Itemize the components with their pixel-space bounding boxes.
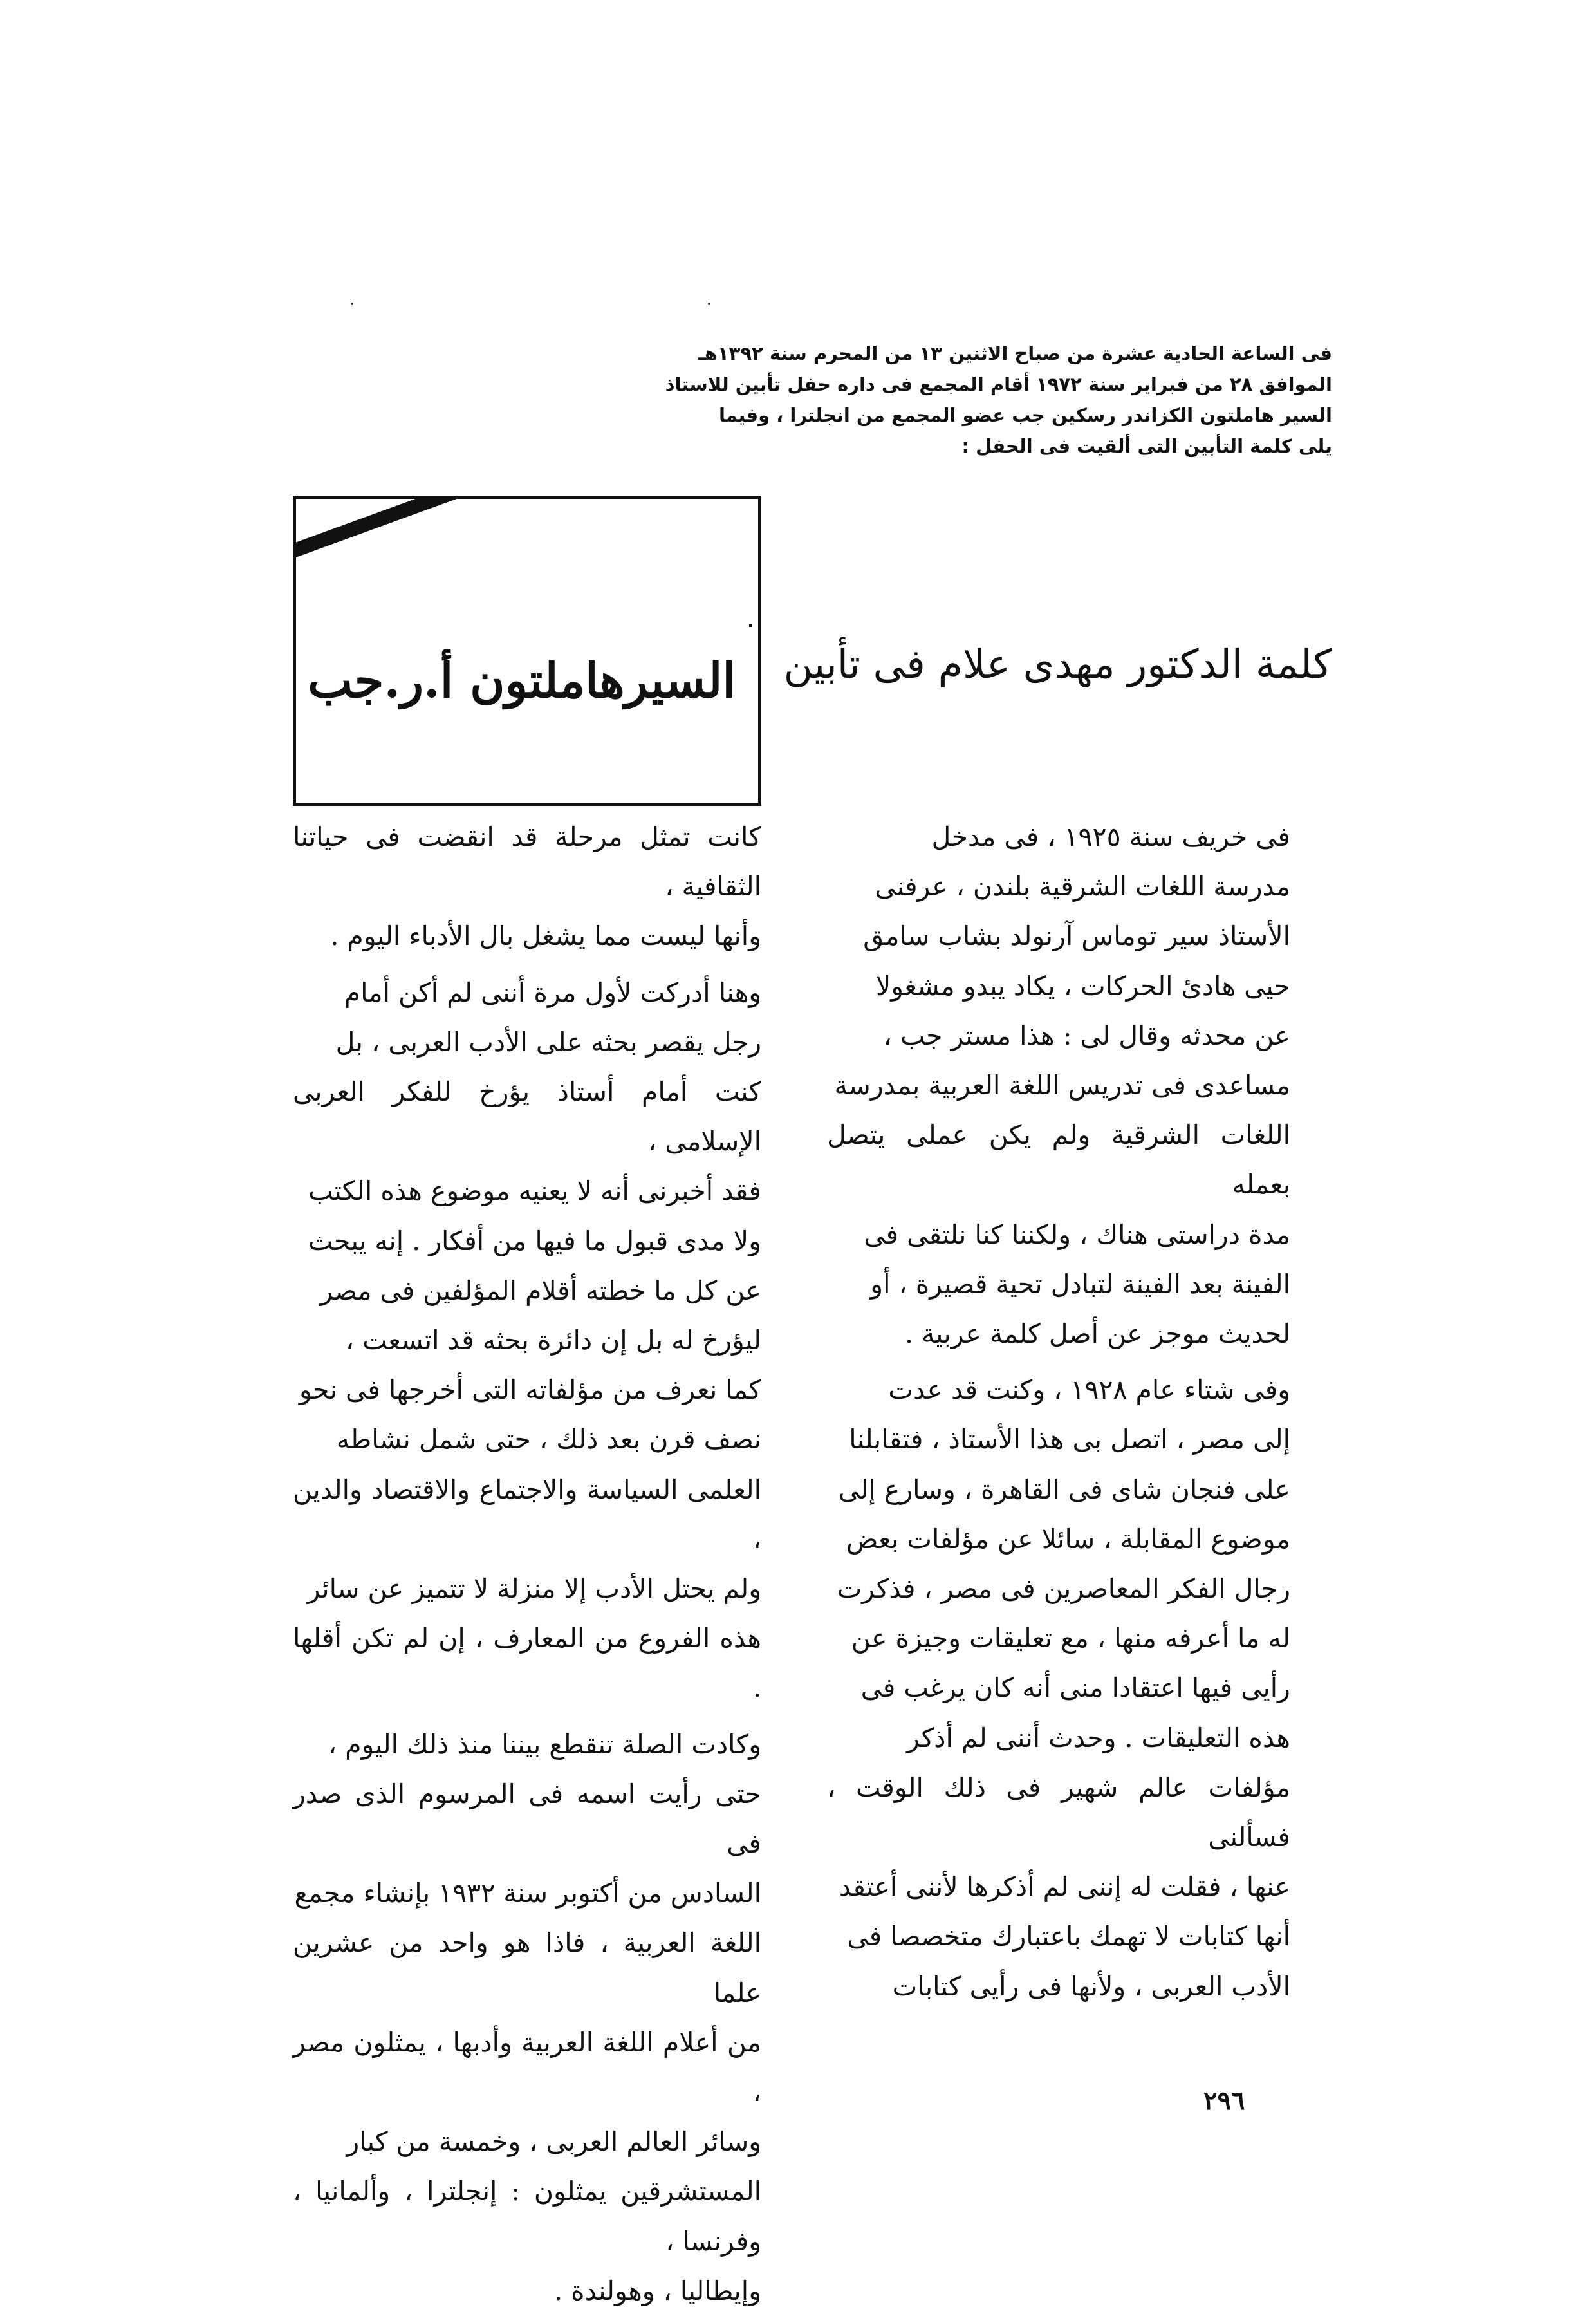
text-line: رجل يقصر بحثه على الأدب العربى ، بل [335,1026,761,1058]
intro-line: السير هاملتون الكزاندر رسكين جب عضو المجمع من انجلترا ، وفيما [719,404,1332,426]
text-line: مؤلفات عالم شهير فى ذلك الوقت ، فسألنى [827,1771,1290,1853]
speck-mark [708,303,710,305]
text-line: كما نعرف من مؤلفاته التى أخرجها فى نحو [299,1374,761,1406]
text-line: أنها كتابات لا تهمك باعتبارك متخصصا فى [847,1921,1290,1952]
text-line: عنها ، فقلت له إننى لم أذكرها لأننى أعتقد [839,1871,1290,1903]
text-line: ولا مدى قبول ما فيها من أفكار . إنه يبحث [308,1225,761,1256]
right-column [827,812,1290,2012]
text-line: مساعدى فى تدريس اللغة العربية بمدرسة [834,1070,1290,1101]
text-line: عن محدثه وقال لى : هذا مستر جب ، [883,1020,1290,1051]
text-line: له ما أعرفه منها ، مع تعليقات وجيزة عن [851,1623,1290,1654]
intro-line: فى الساعة الحادية عشرة من صباح الاثنين ١٣ من المحرم سنة ١٣٩٢هـ [698,342,1332,364]
text-line: اللغات الشرقية ولم يكن عملى يتصل بعمله [827,1119,1290,1200]
text-line: كنت أمام أستاذ يؤرخ للفكر العربى الإسلامى ، [293,1076,761,1157]
text-line: نصف قرن بعد ذلك ، حتى شمل نشاطه [336,1424,761,1455]
text-line: إلى مصر ، اتصل بى هذا الأستاذ ، فتقابلنا [849,1424,1290,1455]
intro-line: يلى كلمة التأبين التى ألقيت فى الحفل : [961,435,1332,457]
text-line: لحديث موجز عن أصل كلمة عربية . [904,1318,1290,1350]
text-line: وسائر العالم العربى ، وخمسة من كبار [346,2126,761,2158]
text-line: رأيى فيها اعتقادا منى أنه كان يرغب فى [860,1672,1290,1704]
text-line: ولم يحتل الأدب إلا منزلة لا تتميز عن سائر [307,1573,761,1605]
intro-paragraph [627,338,1332,462]
text-line: وإيطاليا ، وهولندة . [554,2275,761,2306]
text-line: المستشرقين يمثلون : إنجلترا ، وألمانيا ، وفرنسا ، [293,2176,761,2257]
text-line: كانت تمثل مرحلة قد انقضت فى حياتنا الثقافية ، [293,821,761,902]
text-line: السادس من أكتوبر سنة ١٩٣٢ بإنشاء مجمع [294,1878,761,1909]
title-frame [293,496,761,806]
mourning-band [293,496,541,565]
text-line: وفى شتاء عام ١٩٢٨ ، وكنت قد عدت [888,1374,1290,1406]
boxed-title: السيرهاملتون أ.ر.جب [308,653,736,709]
text-line: وهنا أدركت لأول مرة أننى لم أكن أمام [344,976,761,1008]
left-column [293,812,761,2316]
text-line: العلمى السياسة والاجتماع والاقتصاد والدين ، [293,1473,761,1555]
text-line: ليؤرخ له بل إن دائرة بحثه قد اتسعت ، [345,1325,761,1356]
text-line: هذه التعليقات . وحدث أننى لم أذكر [907,1722,1290,1753]
text-line: الأستاذ سير توماس آرنولد بشاب سامق [863,920,1290,952]
text-line: حيى هادئ الحركات ، يكاد يبدو مشغولا [875,970,1290,1002]
text-line: حتى رأيت اسمه فى المرسوم الذى صدر فى [293,1778,761,1860]
text-line: مدرسة اللغات الشرقية بلندن ، عرفنى [875,871,1290,902]
text-line: فقد أخبرنى أنه لا يعنيه موضوع هذه الكتب [308,1175,761,1207]
text-line: وأنها ليست مما يشغل بال الأدباء اليوم . [330,920,761,952]
text-line: وكادت الصلة تنقطع بيننا منذ ذلك اليوم ، [328,1728,761,1760]
text-line: اللغة العربية ، فاذا هو واحد من عشرين علما [293,1927,761,2008]
text-line: الأدب العربى ، ولأنها فى رأيى كتابات [892,1970,1290,2002]
frame-dot [749,624,752,627]
speck-mark [351,303,353,305]
text-line: فى خريف سنة ١٩٢٥ ، فى مدخل [931,821,1290,852]
text-line: الفينة بعد الفينة لتبادل تحية قصيرة ، أو [870,1268,1290,1300]
article-heading: كلمة الدكتور مهدى علام فى تأبين [783,640,1332,687]
intro-line: الموافق ٢٨ من فبراير سنة ١٩٧٢ أقام المجمع فى داره حفل تأبين للاستاذ [665,373,1332,395]
text-line: مدة دراستى هناك ، ولكننا كنا نلتقى فى [864,1219,1290,1250]
text-line: هذه الفروع من المعارف ، إن لم تكن أقلها . [293,1623,761,1704]
text-line: من أعلام اللغة العربية وأدبها ، يمثلون مصر ، [293,2026,761,2108]
text-line: عن كل ما خطته أقلام المؤلفين فى مصر [320,1275,761,1306]
text-line: رجال الفكر المعاصرين فى مصر ، فذكرت [837,1573,1290,1605]
text-line: على فنجان شاى فى القاهرة ، وسارع إلى [838,1473,1290,1505]
text-line: موضوع المقابلة ، سائلا عن مؤلفات بعض [846,1523,1290,1555]
page-number: ٢٩٦ [1203,2086,1245,2116]
